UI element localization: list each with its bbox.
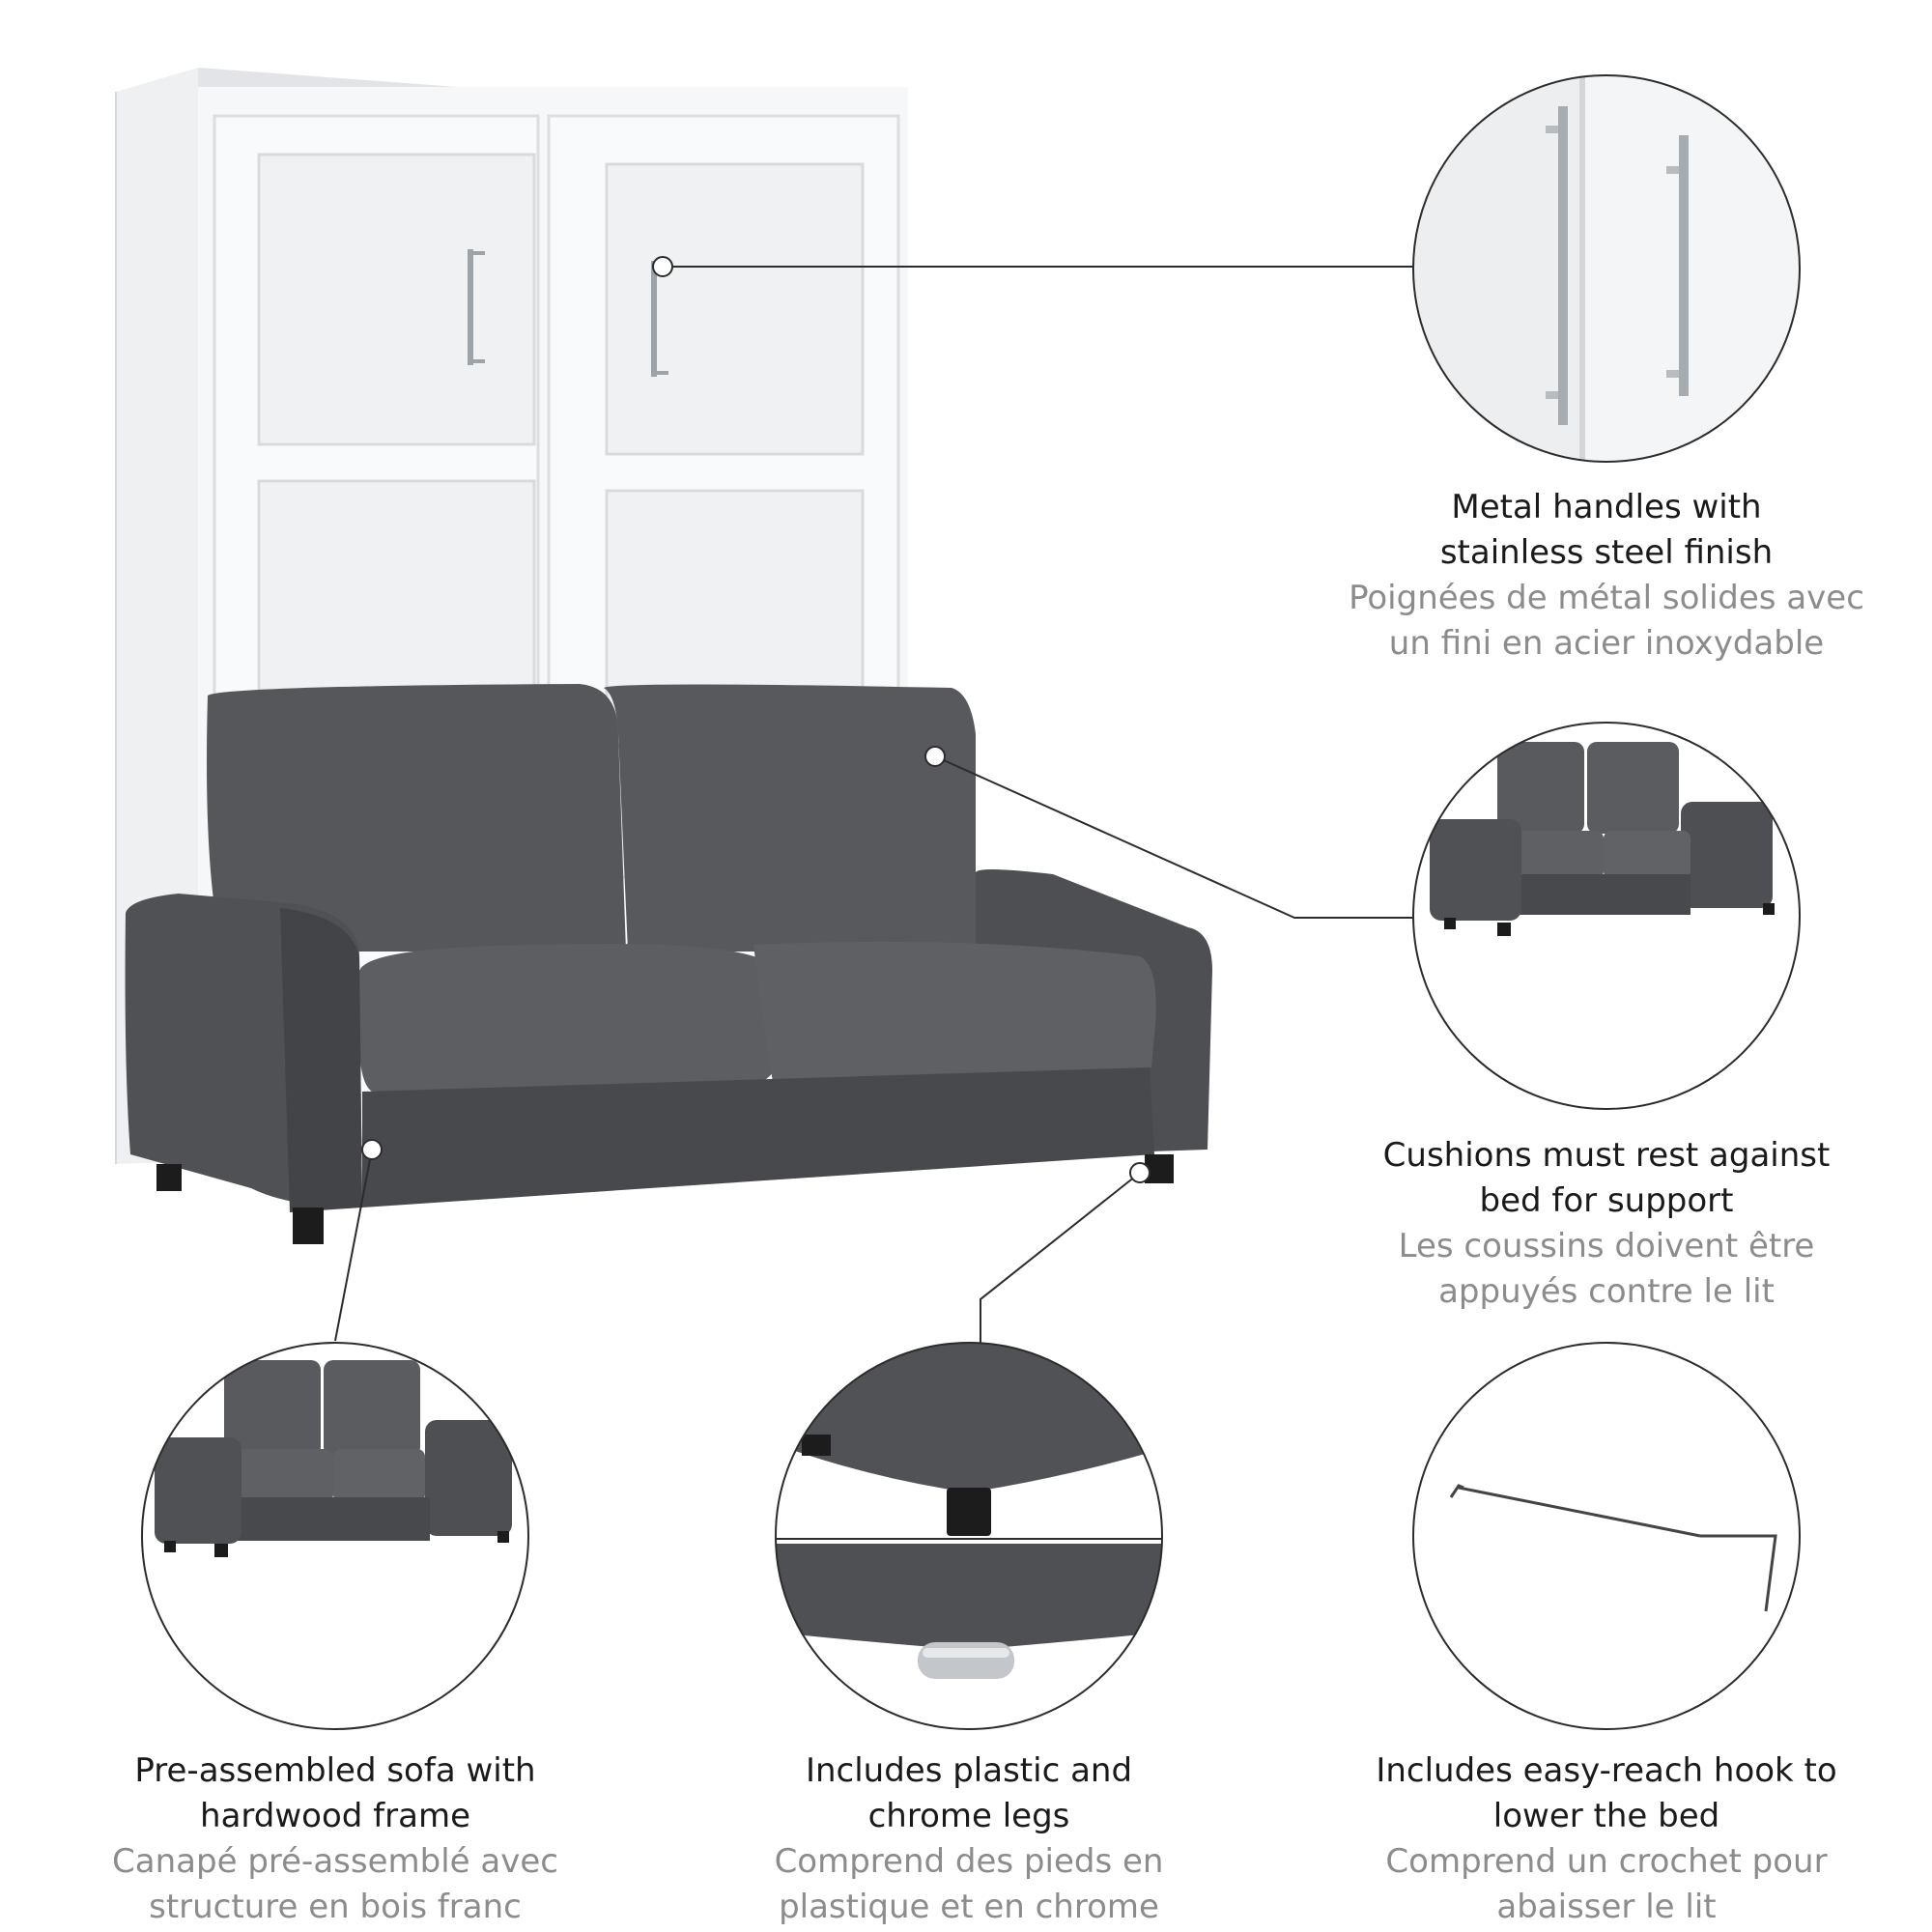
feature-title: Metal handles with bbox=[1451, 488, 1762, 526]
feature-subtitle: Comprend des pieds en bbox=[774, 1842, 1164, 1881]
feature-title: bed for support bbox=[1479, 1181, 1734, 1220]
callout-dot-cushions bbox=[925, 747, 945, 766]
detail-circle-sofa bbox=[1413, 723, 1800, 1109]
sofa-base bbox=[362, 1067, 1154, 1208]
feature-subtitle: Comprend un crochet pour bbox=[1385, 1842, 1828, 1881]
callout-dot-legs bbox=[1130, 1163, 1150, 1182]
sofa bbox=[126, 684, 1212, 1244]
feature-subtitle: Poignées de métal solides avec bbox=[1349, 579, 1864, 617]
feature-title: Cushions must rest against bbox=[1382, 1136, 1831, 1175]
feature-subtitle: Les coussins doivent être bbox=[1398, 1227, 1815, 1265]
feature-caption-handles bbox=[1317, 485, 1896, 667]
detail-circle-legs bbox=[776, 1343, 1162, 1729]
detail-circle-frame bbox=[142, 1343, 528, 1729]
feature-caption-legs bbox=[679, 1748, 1259, 1930]
feature-subtitle: abaisser le lit bbox=[1496, 1888, 1717, 1926]
feature-title: Includes easy-reach hook to bbox=[1376, 1751, 1837, 1790]
feature-subtitle: appuyés contre le lit bbox=[1438, 1272, 1775, 1311]
back-cushion-right bbox=[604, 685, 976, 952]
feature-caption-hook bbox=[1317, 1748, 1896, 1930]
feature-title: hardwood frame bbox=[200, 1797, 470, 1835]
feature-subtitle: Canapé pré-assemblé avec bbox=[112, 1842, 558, 1881]
feature-title: Pre-assembled sofa with bbox=[134, 1751, 536, 1790]
feature-subtitle: structure en bois franc bbox=[149, 1888, 522, 1926]
sofa-leg bbox=[156, 1164, 182, 1191]
sofa-leg bbox=[293, 1208, 324, 1244]
detail-circle-hook bbox=[1413, 1343, 1800, 1729]
seat-cushion-left bbox=[359, 944, 773, 1092]
feature-title: lower the bed bbox=[1492, 1797, 1720, 1835]
seat-cushion-right bbox=[753, 942, 1156, 1082]
feature-subtitle: un fini en acier inoxydable bbox=[1388, 624, 1825, 663]
callout-dot-handles bbox=[653, 257, 672, 276]
feature-caption-frame bbox=[45, 1748, 625, 1930]
feature-caption-cushions bbox=[1317, 1133, 1896, 1315]
feature-subtitle: plastique et en chrome bbox=[779, 1888, 1159, 1926]
feature-title: Includes plastic and bbox=[805, 1751, 1133, 1790]
feature-title: chrome legs bbox=[867, 1797, 1070, 1835]
callout-dot-frame bbox=[362, 1140, 382, 1159]
feature-title: stainless steel finish bbox=[1439, 533, 1774, 572]
detail-circle-handles bbox=[1413, 75, 1800, 462]
